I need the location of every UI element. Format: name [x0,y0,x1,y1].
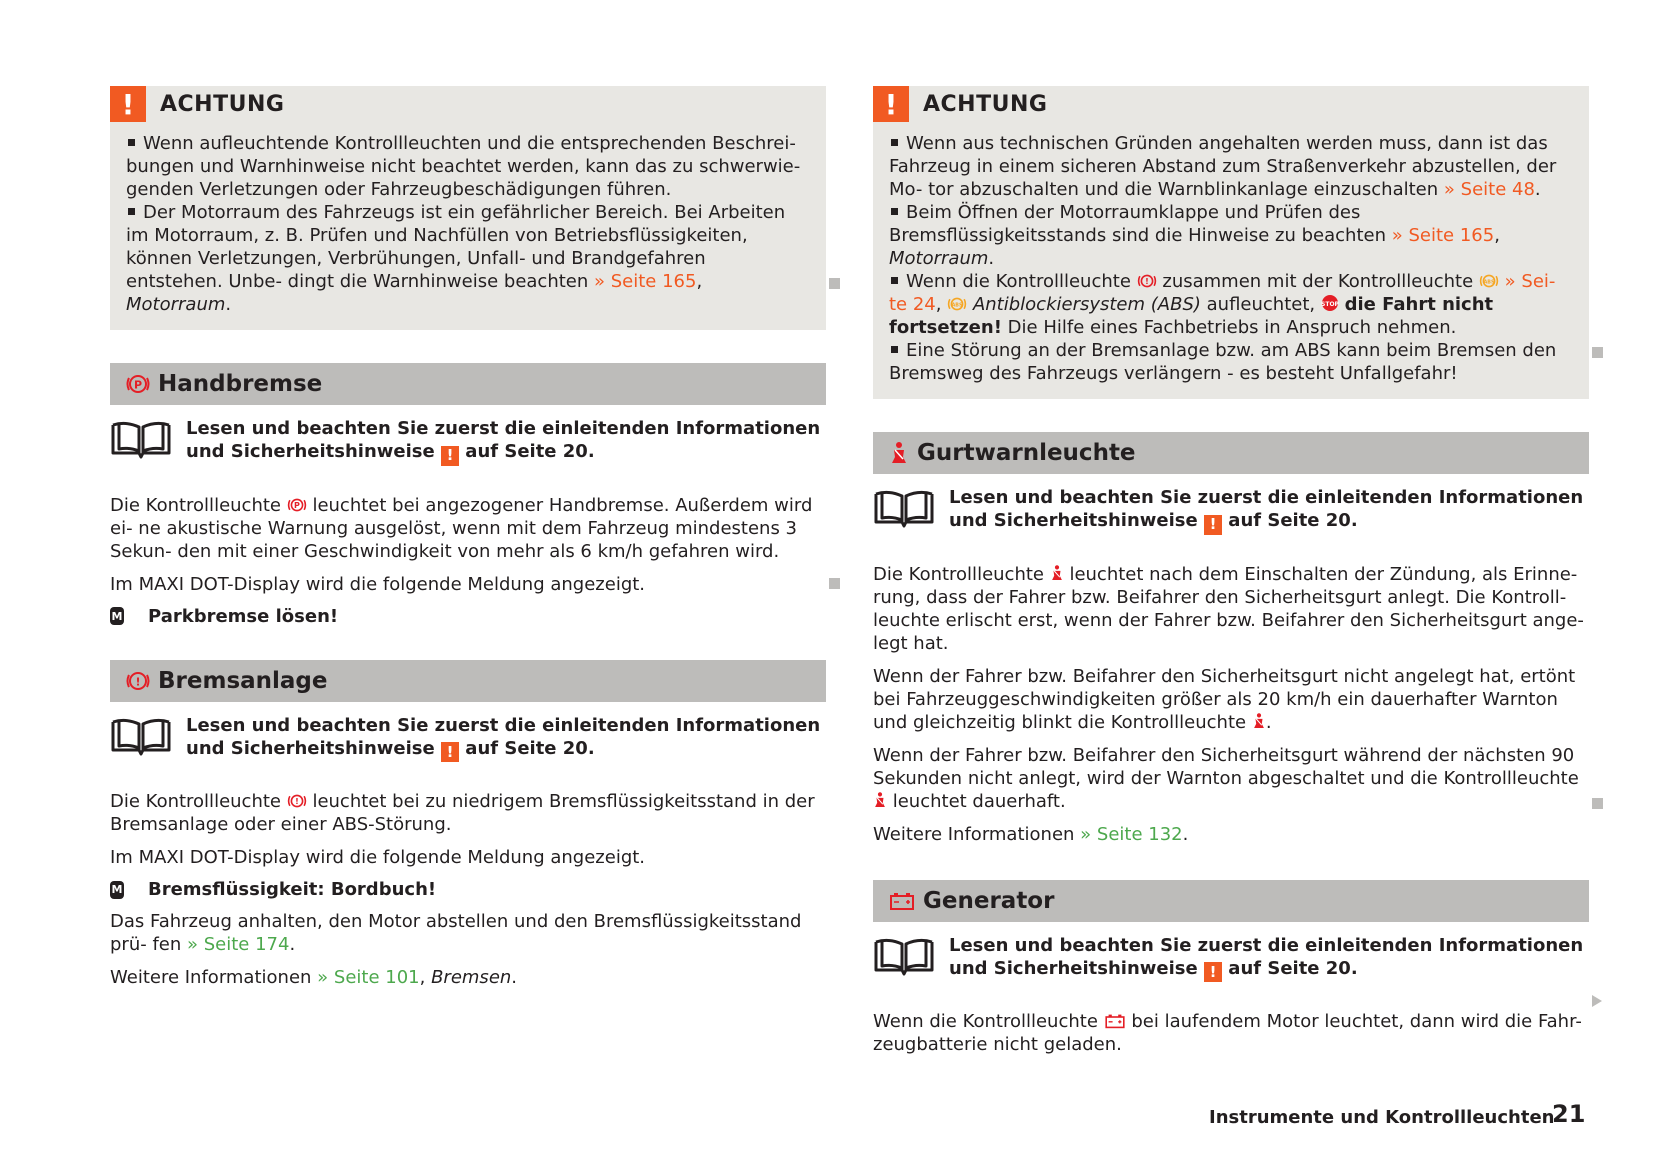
paragraph: Die Kontrollleuchte ! leuchtet bei zu niedrigem Bremsflüssigkeitsstand in der Bremsanlage oder einer ABS-Störung. [110,791,815,835]
paragraph: Weitere Informationen » Seite 132. [873,823,1189,845]
book-icon [873,488,935,528]
section-header-bremsanlage [110,660,826,702]
page-link[interactable]: » Sei- te 24 [889,271,1556,315]
section-header-handbremse [110,363,826,405]
book-icon [110,419,172,459]
bullet-icon [891,139,898,146]
warning-text: Wenn aufleuchtende Kontrollleuchten und die entsprechenden Beschrei- bungen und Warnhinweise nicht beachtet werden, kann das zu schwerwie- genden Verletzungen oder Fahrzeugbeschädigungen führen. [126,133,801,200]
section-end-marker [1592,798,1603,809]
warning-icon: ! [1204,962,1222,982]
page-link[interactable]: » Seite 165 [594,271,697,292]
display-message: M Parkbremse lösen! [111,605,339,627]
maxidot-message-icon: M [110,607,124,625]
paragraph: Die Kontrollleuchte P leuchtet bei angezogener Handbremse. Außerdem wird ei- ne akustische Warnung ausgelöst, wenn mit dem Fahrzeug mindestens 3 Sekun- den mit einer Geschwindigkeit von mehr als 6 km/h gefahren wird. [110,494,813,562]
brake-warning-icon [126,671,150,691]
section-end-marker [829,578,840,589]
display-message: M Bremsflüssigkeit: Bordbuch! [111,879,437,900]
warning-icon: ! [110,86,146,122]
svg-text:STOP: STOP [1320,301,1339,308]
parking-brake-icon [287,497,307,513]
page-link[interactable]: » Seite 132 [1080,823,1183,845]
bullet-icon [128,208,135,215]
bullet-icon [891,346,898,353]
seatbelt-icon [1252,712,1266,730]
page-number: 21 [1552,1100,1586,1128]
stop-icon [1321,294,1339,312]
svg-text:ABS: ABS [951,303,963,309]
paragraph: Das Fahrzeug anhalten, den Motor abstellen und den Bremsflüssigkeitsstand prü- fen » Seite 174. [110,911,802,955]
svg-text:!: ! [135,675,141,688]
warning-box-left: ! ACHTUNG Wenn aufleuchtende Kontrollleuchten und die entsprechenden Beschrei- bungen und Warnhinweise nicht beachtet werden, kann das zu schwerwie- genden Verletzungen oder Fahrzeugbeschädigungen führen. Der Motorraum des Fahrzeugs ist ein gefährlicher Bereich. Bei Arbeiten im Motorraum, z. B. Prüfen und Nachfüllen von Betriebsflüssigkeiten, können Verletzungen, Verbrühungen, Unfall- und Brandgefahren entstehen. Unbe- dingt die Warnhinweise beachten » Seite 165, Motorraum. [110,86,826,330]
battery-icon [1104,1013,1126,1029]
book-icon [110,716,172,756]
paragraph: Wenn die Kontrollleuchte bei laufendem Motor leuchtet, dann wird die Fahr- zeugbatterie nicht geladen. [873,1011,1582,1055]
svg-text:!: ! [294,797,299,807]
paragraph: Wenn der Fahrer bzw. Beifahrer den Sicherheitsgurt nicht angelegt hat, ertönt bei Fahrzeuggeschwindigkeiten größer als 20 km/h ein dauerhafter Warnton und gleichzeitig blinkt die Kontrollleuchte . [873,665,1576,733]
page-link[interactable]: » Seite 165 [1391,225,1495,246]
bullet-icon [891,277,898,284]
section-end-marker [829,278,840,289]
warning-title: ACHTUNG [160,91,285,117]
right-column [873,86,1589,1056]
left-column [110,86,826,989]
paragraph: Die Kontrollleuchte leuchtet nach dem Einschalten der Zündung, als Erinne- rung, dass der Fahrer bzw. Beifahrer den Sicherheitsgurt anlegt. Die Kontroll- leuchte erlischt erst, wenn der Fahrer bzw. Beifahrer den Sicherheitsgurt ange- legt hat. [873,563,1584,654]
svg-text:ABS: ABS [1483,280,1495,286]
warning-icon: ! [1204,515,1222,535]
read-first-note: Lesen und beachten Sie zuerst die einleitenden Informationen und Sicherheitshinweise ! auf Seite 20. [873,934,1589,983]
svg-text:P: P [293,500,300,510]
seatbelt-icon [1050,564,1064,582]
section-title: Gurtwarnleuchte [917,440,1136,466]
paragraph: Im MAXI DOT-Display wird die folgende Meldung angezeigt. [110,847,646,868]
svg-text:!: ! [1144,277,1149,287]
warning-icon: ! [441,742,459,762]
paragraph: Wenn der Fahrer bzw. Beifahrer den Sicherheitsgurt während der nächsten 90 Sekunden nicht anlegt, wird der Warnton abgeschaltet und die Kontrollleuchte leuchtet dauerhaft. [873,744,1579,812]
parking-brake-icon [126,374,150,394]
section-end-marker [1592,347,1603,358]
paragraph: Weitere Informationen » Seite 101, Bremsen. [110,967,518,988]
abs-icon [1479,273,1499,289]
read-first-note: Lesen und beachten Sie zuerst die einleitenden Informationen und Sicherheitshinweise ! auf Seite 20. [110,714,826,763]
read-first-note: Lesen und beachten Sie zuerst die einleitenden Informationen und Sicherheitshinweise ! auf Seite 20. [110,417,826,466]
maxidot-message-icon: M [110,881,124,899]
seatbelt-icon [873,791,887,809]
book-icon [873,936,935,976]
bullet-icon [128,139,135,146]
continue-arrow-icon [1592,995,1602,1007]
bullet-icon [891,208,898,215]
section-header-gurtwarnleuchte [873,432,1589,474]
read-first-note: Lesen und beachten Sie zuerst die einleitenden Informationen und Sicherheitshinweise ! auf Seite 20. [873,486,1589,535]
page-link[interactable]: » Seite 174 [187,934,290,955]
abs-icon [947,296,967,312]
warning-title: ACHTUNG [923,91,1048,117]
footer-chapter-title: Instrumente und Kontrollleuchten [1209,1107,1555,1128]
paragraph: Im MAXI DOT-Display wird die folgende Meldung angezeigt. [110,573,646,595]
brake-warning-icon [287,793,307,809]
section-title: Handbremse [158,371,323,397]
section-title: Generator [923,887,1055,914]
italic-ref: Motorraum [126,294,226,315]
page-link[interactable]: » Seite 48 [1443,179,1535,200]
page-link[interactable]: » Seite 101 [317,967,420,988]
warning-box-right: ! ACHTUNG Wenn aus technischen Gründen angehalten werden muss, dann ist das Fahrzeug in einem sicheren Abstand zum Straßenverkehr abzustellen, der Mo- tor abzuschalten und die Warnblinkanlage einzuschalten » Seite 48. Beim Öffnen der Motorraumklappe und Prüfen des Bremsflüssigkeitsstands sind die Hinweise zu beachten » Seite 165, Motorraum. Wenn die Kontrollleuchte ! zusammen mit der Kontrollleuchte ABS » Sei- te 24, ABS Antiblockiersystem (ABS) aufleuchtet, STOP die Fahrt nicht fortsetzen! Die Hilfe eines Fachbetriebs in Anspruch nehmen. Eine Störung an der Bremsanlage bzw. am ABS kann beim Bremsen den Bremsweg des Fahrzeugs verlängern - es besteht Unfallgefahr! [873,86,1589,399]
brake-warning-icon [1137,273,1157,289]
warning-text: Der Motorraum des Fahrzeugs ist ein gefährlicher Bereich. Bei Arbeiten im Motorraum, z. B. Prüfen und Nachfüllen von Betriebsflüssigkeiten, können Verletzungen, Verbrühungen, Unfall- und Brandgefahren entstehen. Unbe- dingt die Warnhinweise beachten [126,202,786,292]
seatbelt-icon [889,441,909,465]
section-title: Bremsanlage [158,667,328,694]
warning-icon: ! [441,446,459,466]
battery-icon [889,891,915,911]
section-header-generator [873,880,1589,922]
svg-text:P: P [133,378,143,392]
warning-icon: ! [873,86,909,122]
